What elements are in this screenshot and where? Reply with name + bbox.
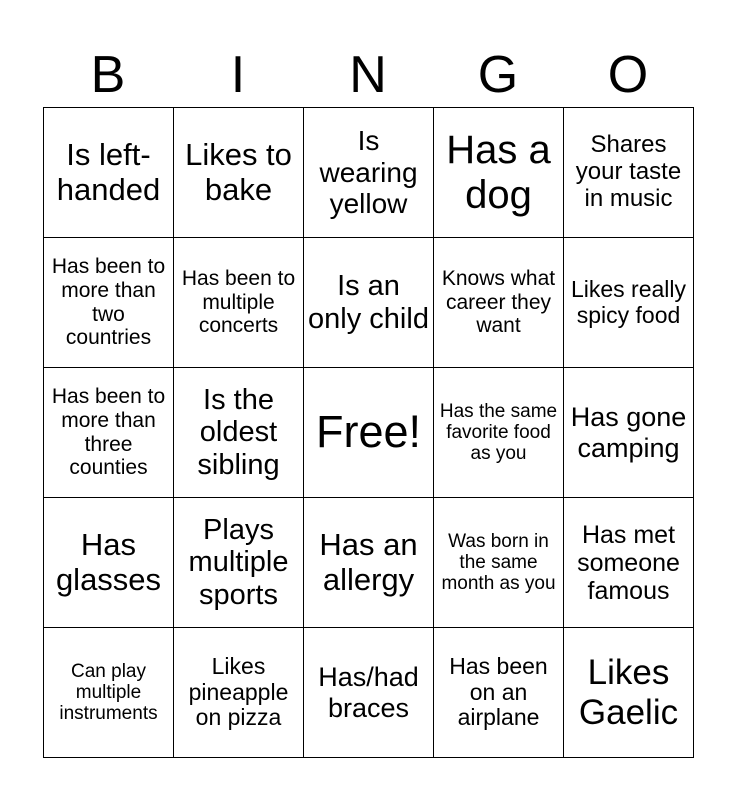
bingo-cell: Is the oldest sibling [174, 368, 304, 498]
bingo-cell: Likes Gaelic [564, 628, 694, 758]
bingo-cell: Has been to multiple concerts [174, 238, 304, 368]
free-space: Free! [304, 368, 434, 498]
bingo-cell: Likes pineapple on pizza [174, 628, 304, 758]
bingo-cell: Is wearing yellow [304, 108, 434, 238]
bingo-cell: Has the same favorite food as you [434, 368, 564, 498]
board-row [44, 238, 694, 368]
bingo-cell: Likes really spicy food [564, 238, 694, 368]
bingo-header [43, 42, 693, 108]
board-row [44, 628, 694, 758]
board-row [44, 108, 694, 238]
bingo-cell: Likes to bake [174, 108, 304, 238]
header-letter-g: G [477, 46, 519, 104]
bingo-cell: Has an allergy [304, 498, 434, 628]
bingo-cell: Was born in the same month as you [434, 498, 564, 628]
bingo-cell: Has been to more than three counties [44, 368, 174, 498]
header-letter-i: I [230, 46, 246, 104]
bingo-cell: Has met someone famous [564, 498, 694, 628]
header-letter-n: N [349, 46, 387, 104]
bingo-board [43, 107, 694, 758]
bingo-cell: Has been on an airplane [434, 628, 564, 758]
bingo-cell: Has gone camping [564, 368, 694, 498]
header-letter-b: B [90, 46, 126, 104]
board-row [44, 368, 694, 498]
header-letter-o: O [607, 46, 649, 104]
bingo-cell: Has been to more than two countries [44, 238, 174, 368]
bingo-cell: Shares your taste in music [564, 108, 694, 238]
bingo-cell: Is an only child [304, 238, 434, 368]
bingo-cell: Is left-handed [44, 108, 174, 238]
bingo-cell: Can play multiple instruments [44, 628, 174, 758]
bingo-cell: Has a dog [434, 108, 564, 238]
bingo-cell: Has glasses [44, 498, 174, 628]
board-row [44, 498, 694, 628]
bingo-cell: Knows what career they want [434, 238, 564, 368]
bingo-cell: Has/had braces [304, 628, 434, 758]
bingo-cell: Plays multiple sports [174, 498, 304, 628]
